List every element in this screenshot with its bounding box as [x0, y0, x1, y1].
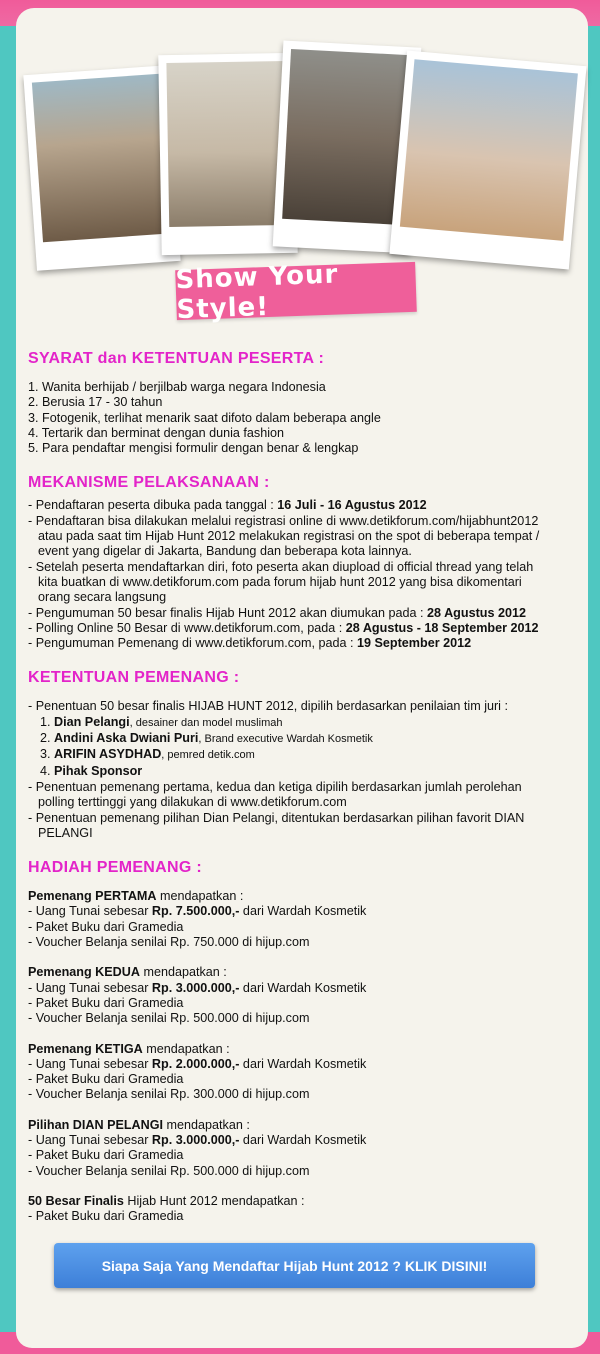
- prize-name: Pemenang KEDUA: [28, 965, 140, 980]
- cash-amount: Rp. 7.500.000,-: [151, 904, 240, 919]
- list-item: 1. Wanita berhijab / berjilbab warga negara Indonesia: [28, 380, 326, 394]
- list-item: 3. Fotogenik, terlihat menarik saat difoto dalam beberapa angle: [28, 410, 381, 425]
- jury-desc: , desainer dan model muslimah: [129, 716, 283, 729]
- list-item: - Penentuan pemenang pilihan Dian Pelangi, ditentukan berdasarkan pilihan favorit DIAN: [28, 810, 525, 825]
- list-item: 4. Tertarik dan berminat dengan dunia fashion: [28, 425, 285, 440]
- prize-voucher: - Voucher Belanja senilai Rp. 300.000 di hijup.com: [28, 1087, 310, 1102]
- item-date: 28 Agustus - 18 September 2012: [345, 620, 539, 635]
- list-item: - Setelah peserta mendaftarkan diri, foto peserta akan diupload di official thread yang telah: [28, 559, 534, 574]
- prize-name: 50 Besar Finalis: [28, 1193, 124, 1208]
- jury-desc: , Brand executive Wardah Kosmetik: [198, 733, 373, 746]
- bottom-paper-edge: [16, 1332, 588, 1348]
- ketentuan-list: [28, 699, 580, 841]
- cash-label: - Uang Tunai sebesar: [28, 1132, 152, 1147]
- list-item-continued: event yang digelar di Jakarta, Bandung dan beberapa kota lainnya.: [38, 544, 412, 559]
- mekanisme-list: [28, 498, 580, 651]
- item-date: 19 September 2012: [357, 636, 472, 651]
- list-item: [28, 621, 580, 636]
- ketentuan-heading: KETENTUAN PEMENANG :: [28, 669, 240, 687]
- photo-image: [400, 59, 578, 241]
- prize-title: [28, 1118, 580, 1133]
- main-content: [28, 350, 580, 1224]
- cash-amount: Rp. 3.000.000,-: [151, 1132, 240, 1147]
- prize-name: Pemenang KETIGA: [28, 1041, 143, 1056]
- hadiah-heading: HADIAH PEMENANG :: [28, 859, 202, 877]
- item-text: - Polling Online 50 Besar di www.detikforum.com, pada :: [28, 620, 346, 635]
- cash-amount: Rp. 2.000.000,-: [151, 1056, 240, 1071]
- jury-number: 4.: [40, 763, 51, 778]
- prize-cash: [28, 904, 580, 919]
- prize-title-rest: mendapatkan :: [163, 1117, 250, 1132]
- list-item-continued: atau pada saat tim Hijab Hunt 2012 melakukan registrasi on the spot di beberapa tempat /: [38, 529, 540, 544]
- prize-title: [28, 1194, 580, 1209]
- prize-title-rest: mendapatkan :: [156, 889, 244, 904]
- item-date: 28 Agustus 2012: [427, 605, 526, 620]
- list-item: [28, 636, 580, 651]
- cash-amount: Rp. 3.000.000,-: [151, 980, 240, 995]
- photo-image: [166, 61, 289, 227]
- prize-group-dian-pelangi: [28, 1118, 580, 1179]
- item-date: 16 Juli - 16 Agustus 2012: [277, 498, 427, 513]
- prize-cash: [28, 981, 580, 996]
- item-text: - Pengumuman 50 besar finalis Hijab Hunt 2012 akan diumukan pada :: [28, 605, 428, 620]
- cash-source: dari Wardah Kosmetik: [239, 904, 367, 919]
- prize-voucher: - Voucher Belanja senilai Rp. 500.000 di hijup.com: [28, 1011, 310, 1026]
- list-item: [28, 498, 580, 513]
- cash-source: dari Wardah Kosmetik: [239, 980, 367, 995]
- jury-item: [28, 764, 580, 780]
- top-paper-edge: [16, 8, 588, 26]
- prize-title-rest: Hijab Hunt 2012 mendapatkan :: [123, 1193, 305, 1208]
- jury-item: [28, 731, 580, 747]
- prize-name: Pemenang PERTAMA: [28, 889, 157, 904]
- prize-book: - Paket Buku dari Gramedia: [28, 1072, 184, 1087]
- prize-book: - Paket Buku dari Gramedia: [28, 919, 184, 934]
- polaroid-photo-1: [23, 65, 180, 271]
- jury-number: 2.: [40, 731, 51, 746]
- item-text: - Pengumuman Pemenang di www.detikforum.com, pada :: [28, 636, 357, 651]
- cash-label: - Uang Tunai sebesar: [28, 980, 152, 995]
- register-list-button[interactable]: [54, 1243, 535, 1288]
- cash-label: - Uang Tunai sebesar: [28, 1056, 152, 1071]
- list-item-continued: orang secara langsung: [38, 590, 167, 605]
- prize-group-first: [28, 889, 580, 950]
- prize-title: [28, 889, 580, 904]
- jury-name: ARIFIN ASYDHAD: [54, 747, 162, 762]
- list-item: - Pendaftaran bisa dilakukan melalui registrasi online di www.detikforum.com/hijabhunt2012: [28, 513, 539, 528]
- prize-name: Pilihan DIAN PELANGI: [28, 1117, 164, 1132]
- show-your-style-badge: [175, 259, 417, 326]
- jury-number: 1.: [40, 714, 51, 729]
- left-frame-border: [0, 0, 16, 1354]
- jury-item: [28, 715, 580, 731]
- list-item-continued: polling terttinggi yang dilakukan di www.detikforum.com: [38, 795, 347, 810]
- prize-book: - Paket Buku dari Gramedia: [28, 995, 184, 1010]
- badge-text: Show Your Style!: [175, 259, 339, 326]
- jury-name: Pihak Sponsor: [54, 763, 143, 778]
- list-item-continued: kita buatkan di www.detikforum.com pada forum hijab hunt 2012 yang bisa dikomentari: [38, 574, 522, 589]
- list-item-continued: PELANGI: [38, 825, 93, 840]
- jury-number: 3.: [40, 747, 51, 762]
- button-label: Siapa Saja Yang Mendaftar Hijab Hunt 2012 ? KLIK DISINI!: [101, 1257, 488, 1274]
- list-item: 2. Berusia 17 - 30 tahun: [28, 395, 163, 410]
- prize-voucher: - Voucher Belanja senilai Rp. 750.000 di hijup.com: [28, 935, 310, 950]
- prize-title-rest: mendapatkan :: [142, 1041, 230, 1056]
- right-frame-border: [588, 0, 600, 1354]
- prize-book: - Paket Buku dari Gramedia: [28, 1148, 184, 1163]
- list-item: - Penentuan 50 besar finalis HIJAB HUNT 2012, dipilih berdasarkan penilaian tim juri :: [28, 699, 508, 714]
- mekanisme-heading: MEKANISME PELAKSANAAN :: [28, 474, 270, 492]
- jury-item: [28, 747, 580, 763]
- polaroid-photo-4: [389, 51, 586, 270]
- prize-group-finalis: [28, 1194, 580, 1225]
- jury-desc: , pemred detik.com: [161, 749, 255, 762]
- cash-source: dari Wardah Kosmetik: [239, 1132, 367, 1147]
- prize-group-second: [28, 965, 580, 1026]
- cash-source: dari Wardah Kosmetik: [239, 1056, 367, 1071]
- prize-title: [28, 1042, 580, 1057]
- prize-title: [28, 965, 580, 980]
- prize-cash: [28, 1133, 580, 1148]
- list-item: - Penentuan pemenang pertama, kedua dan ketiga dipilih berdasarkan jumlah perolehan: [28, 779, 522, 794]
- prize-voucher: - Voucher Belanja senilai Rp. 500.000 di hijup.com: [28, 1163, 310, 1178]
- jury-name: Andini Aska Dwiani Puri: [54, 731, 199, 746]
- syarat-heading: SYARAT dan KETENTUAN PESERTA :: [28, 350, 325, 367]
- prize-group-third: [28, 1042, 580, 1103]
- cash-label: - Uang Tunai sebesar: [28, 904, 152, 919]
- jury-name: Dian Pelangi: [54, 714, 130, 729]
- syarat-list: [28, 380, 580, 456]
- list-item: [28, 606, 580, 621]
- list-item: 5. Para pendaftar mengisi formulir dengan benar & lengkap: [28, 441, 359, 456]
- prize-title-rest: mendapatkan :: [139, 965, 227, 980]
- prize-book: - Paket Buku dari Gramedia: [28, 1209, 184, 1224]
- item-text: - Pendaftaran peserta dibuka pada tanggal :: [28, 498, 278, 513]
- prize-cash: [28, 1057, 580, 1072]
- photo-image: [32, 74, 171, 243]
